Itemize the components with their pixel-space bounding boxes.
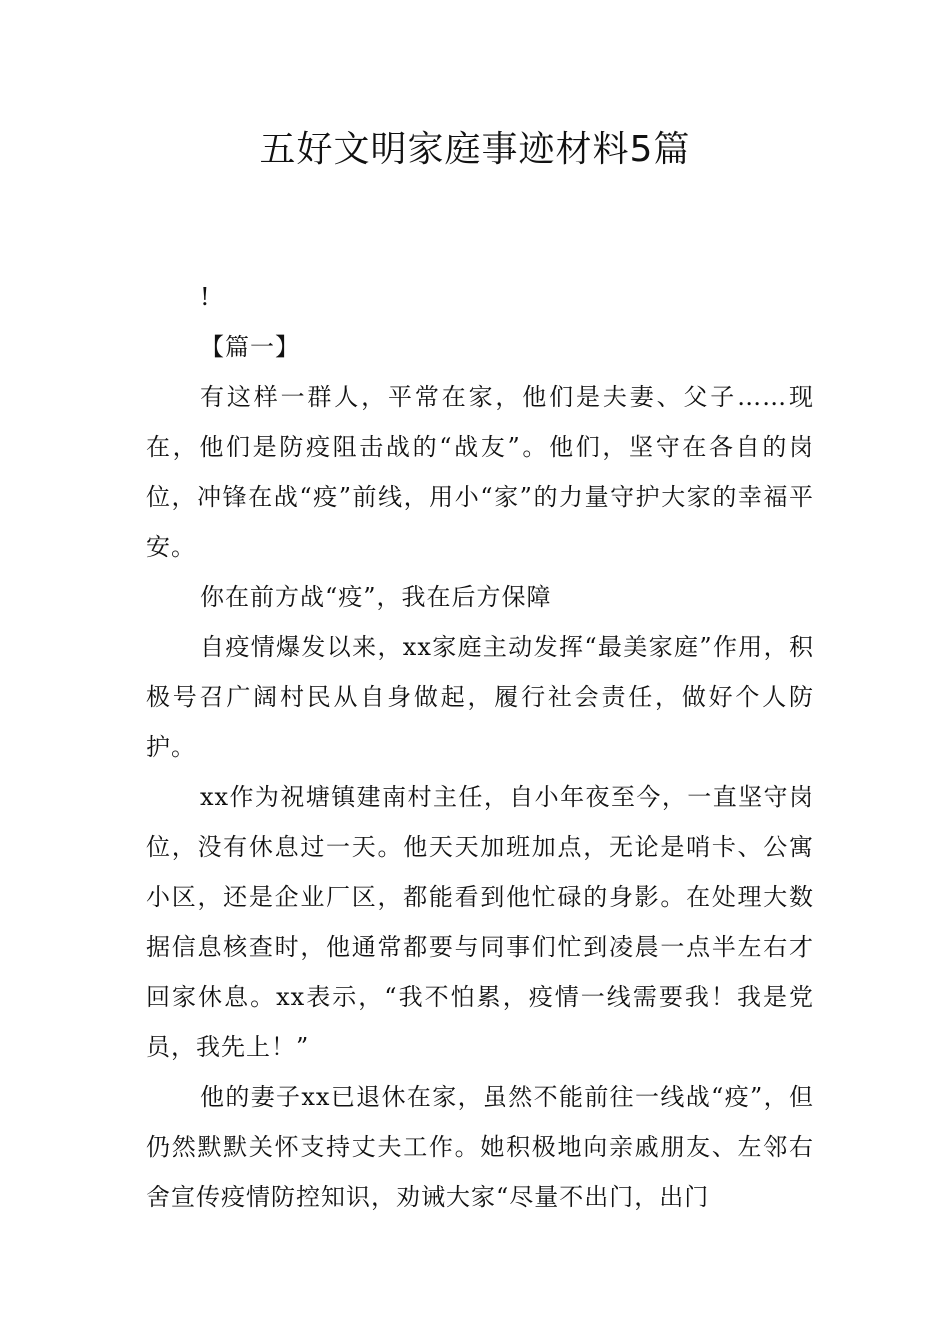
paragraph: 他的妻子xx已退休在家，虽然不能前往一线战“疫”，但仍然默默关怀支持丈夫工作。她积极地向亲戚朋友、左邻右舍宣传疫情防控知识，劝诫大家“尽量不出门，出门: [146, 1083, 814, 1211]
document-title: 五好文明家庭事迹材料5篇: [259, 129, 691, 170]
section-heading: 【篇一】: [200, 333, 300, 361]
paragraph-exclamation: !: [200, 283, 211, 311]
subheading: 你在前方战“疫”，我在后方保障: [200, 583, 552, 611]
paragraph: xx作为祝塘镇建南村主任，自小年夜至今，一直坚守岗位，没有休息过一天。他天天加班加点，无论是哨卡、公寓小区，还是企业厂区，都能看到他忙碌的身影。在处理大数据信息核查时，他通常都要与同事们忙到凌晨一点半左右才回家休息。xx表示，“我不怕累，疫情一线需要我！我是党员，我先上！”: [146, 783, 814, 1061]
paragraph: 有这样一群人，平常在家，他们是夫妻、父子……现在，他们是防疫阻击战的“战友”。他们，坚守在各自的岗位，冲锋在战“疫”前线，用小“家”的力量守护大家的幸福平安。: [146, 383, 814, 561]
document-body: [146, 272, 814, 1222]
paragraph: 自疫情爆发以来，xx家庭主动发挥“最美家庭”作用，积极号召广阔村民从自身做起，履行社会责任，做好个人防护。: [146, 633, 814, 761]
